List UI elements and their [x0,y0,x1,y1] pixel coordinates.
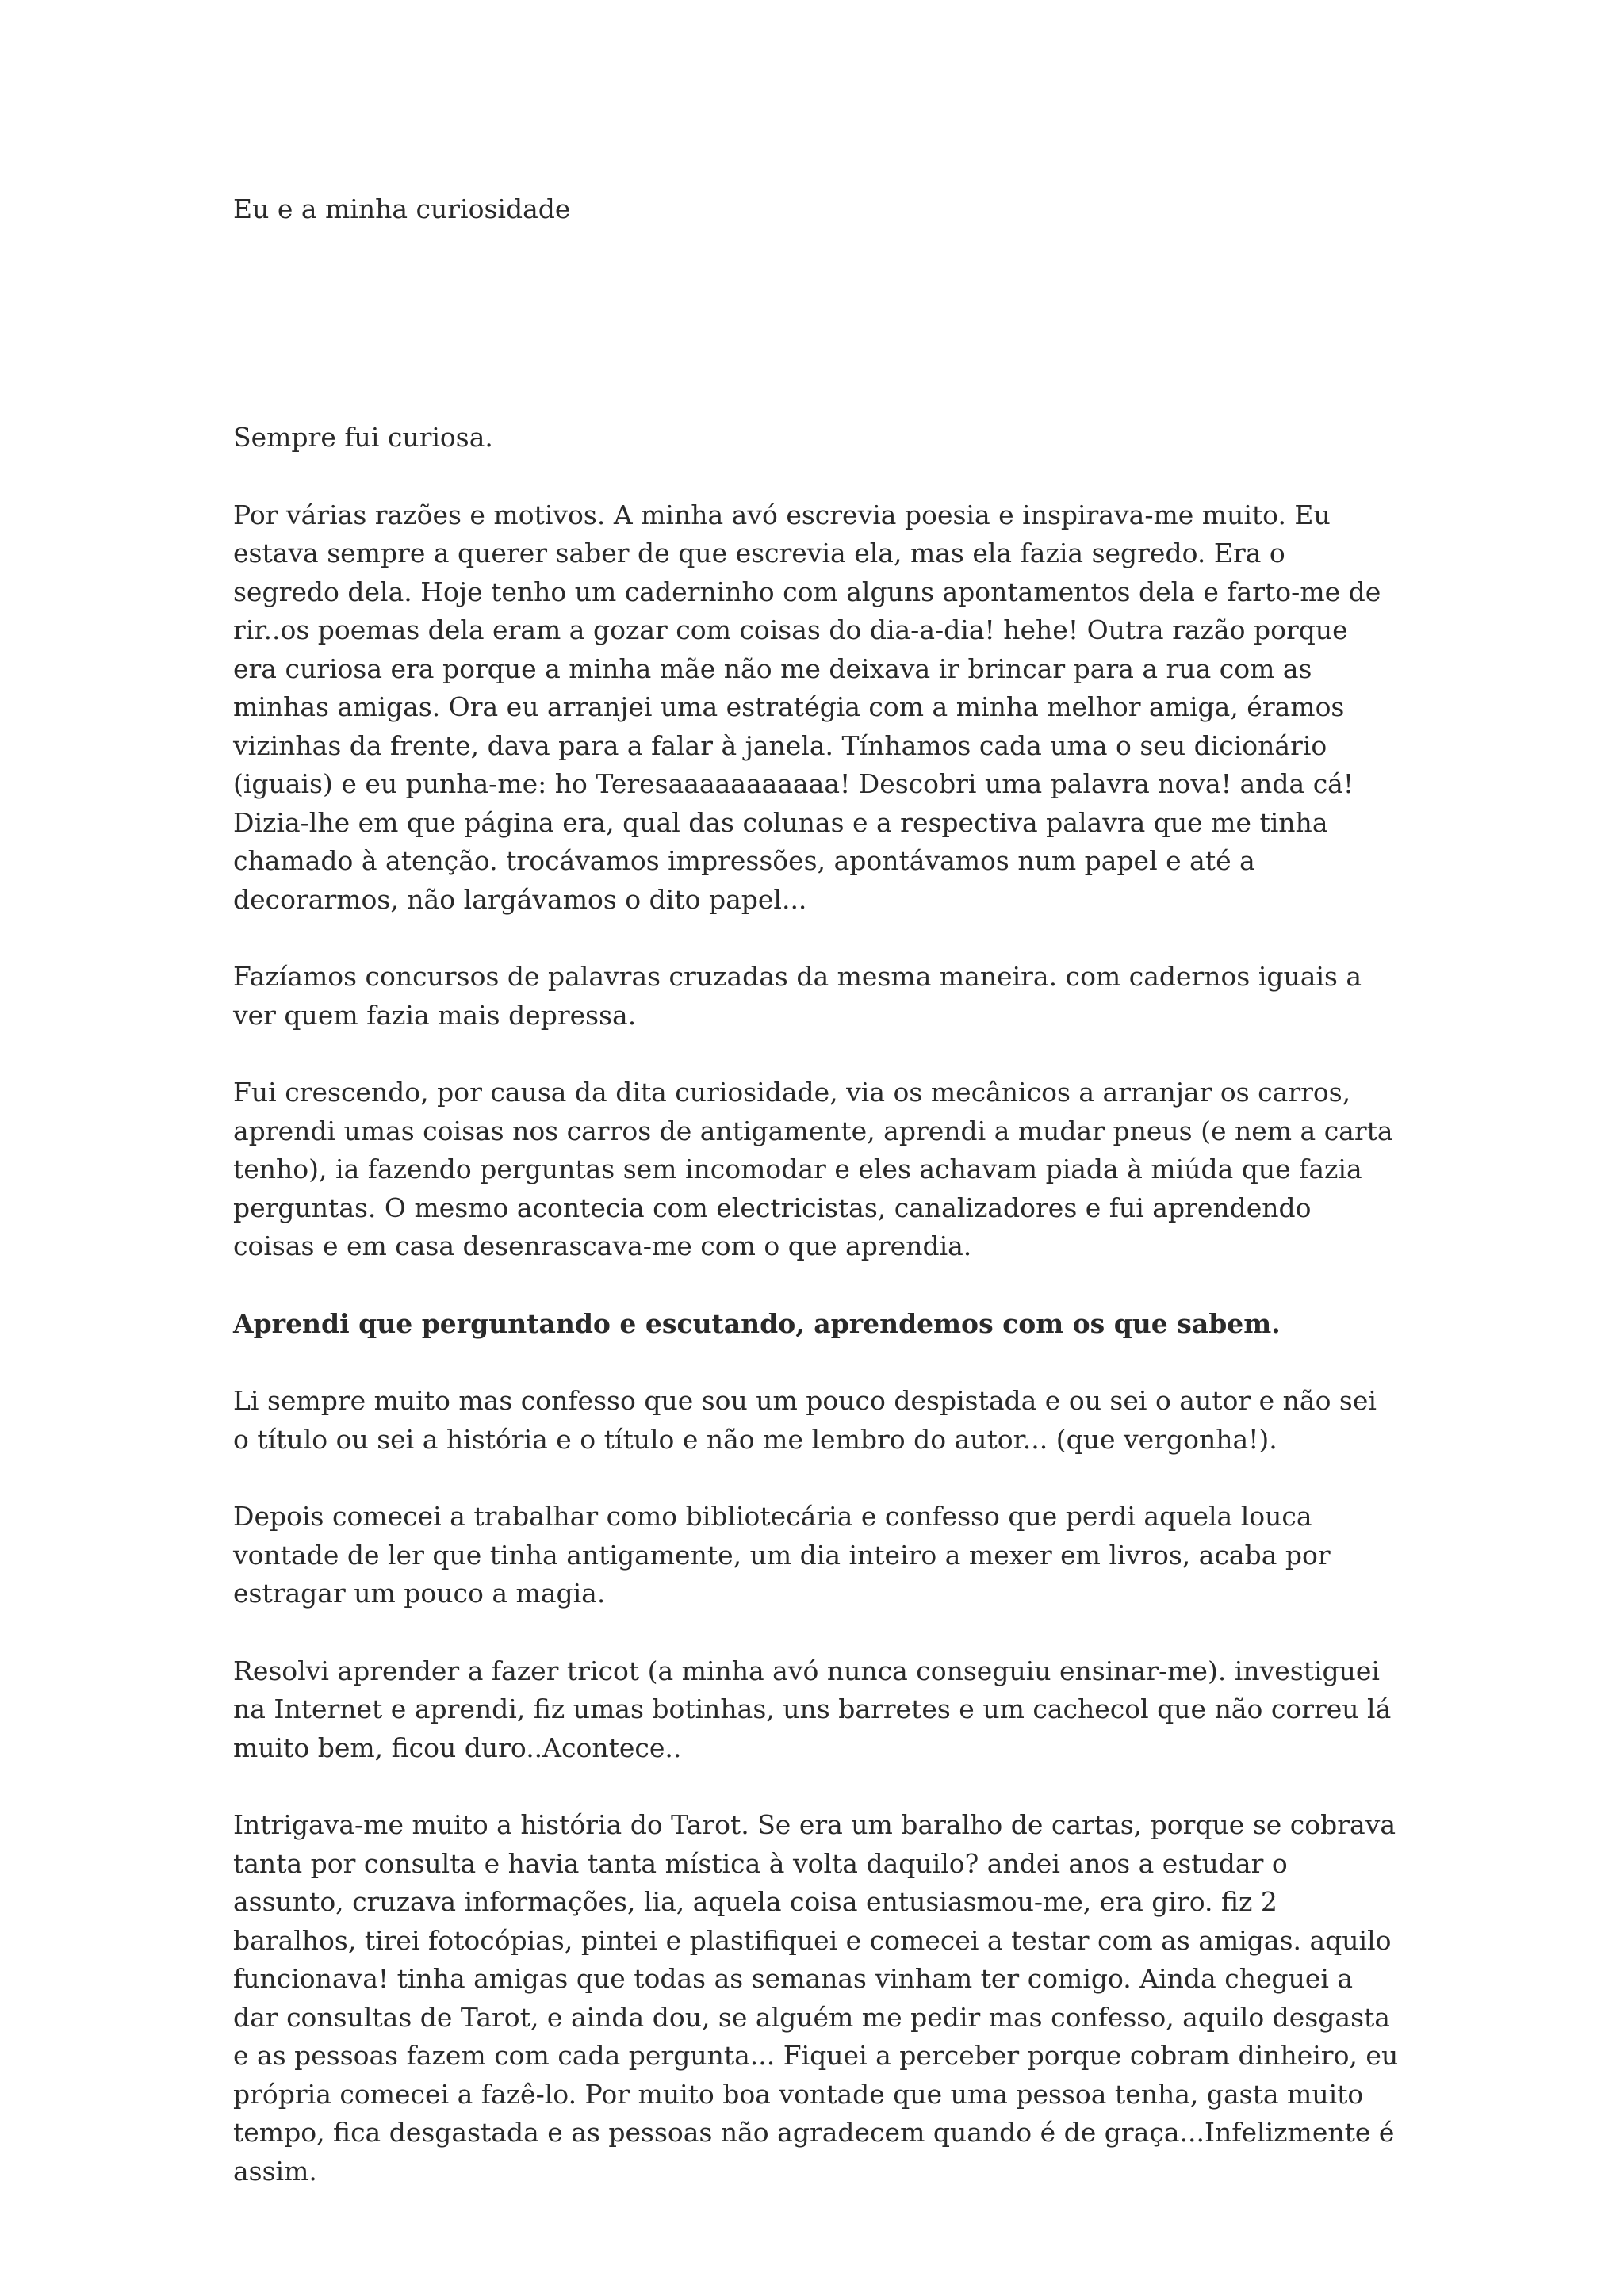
paragraph-librarian: Depois comecei a trabalhar como bibliotecária e confesso que perdi aquela louca vontade de ler que tinha antigamente, um dia inteiro a mexer em livros, acaba por estragar um pouco a magia. [233,1501,1331,1609]
document-content [233,190,1399,2229]
paragraph-reading: Li sempre muito mas confesso que sou um pouco despistada e ou sei o autor e não sei o título ou sei a história e o título e não me lembro do autor... (que vergonha!). [233,1385,1377,1455]
paragraph-knitting: Resolvi aprender a fazer tricot (a minha avó nunca conseguiu ensinar-me). investiguei na Internet e aprendi, fiz umas botinhas, uns barretes e um cachecol que não correu lá muito bem, ficou duro..Acontece.. [233,1655,1392,1763]
paragraph-crosswords: Fazíamos concursos de palavras cruzadas da mesma maneira. com cadernos iguais a ver quem fazia mais depressa. [233,961,1362,1031]
paragraph-grandmother-dictionary: Por várias razões e motivos. A minha avó escrevia poesia e inspirava-me muito. Eu estava sempre a querer saber de que escrevia ela, mas ela fazia segredo. Era o segredo dela. Hoje tenho um caderninho com alguns apontamentos dela e farto-me de rir..os poemas dela eram a gozar com coisas do dia-a-dia! hehe! Outra razão porque era curiosa era porque a minha mãe não me deixava ir brincar para a rua com as minhas amigas. Ora eu arranjei uma estratégia com a minha melhor amiga, éramos vizinhas da frente, dava para a falar à janela. Tínhamos cada uma o seu dicionário (iguais) e eu punha-me: ho Teresaaaaaaaaaaa! Descobri uma palavra nova! anda cá! Dizia-lhe em que página era, qual das colunas e a respectiva palavra que me tinha chamado à atenção. trocávamos impressões, apontávamos num papel e até a decorarmos, não largávamos o dito papel... [233,499,1381,915]
paragraph-intro: Sempre fui curiosa. [233,422,493,453]
document-title: Eu e a minha curiosidade [233,193,571,224]
paragraph-mechanics: Fui crescendo, por causa da dita curiosidade, via os mecânicos a arranjar os carros, aprendi umas coisas nos carros de antigamente, aprendi a mudar pneus (e nem a carta tenho), ia fazendo perguntas sem incomodar e eles achavam piada à miúda que fazia perguntas. O mesmo acontecia com electricistas, canalizadores e fui aprendendo coisas e em casa desenrascava-me com o que aprendia. [233,1077,1393,1261]
paragraph-tarot: Intrigava-me muito a história do Tarot. Se era um baralho de cartas, porque se cobrava tanta por consulta e havia tanta mística à volta daquilo? andei anos a estudar o assunto, cruzava informações, lia, aquela coisa entusiasmou-me, era giro. fiz 2 baralhos, tirei fotocópias, pintei e plastifiquei e comecei a testar com as amigas. aquilo funcionava! tinha amigas que todas as semanas vinham ter comigo. Ainda cheguei a dar consultas de Tarot, e ainda dou, se alguém me pedir mas confesso, aquilo desgasta e as pessoas fazem com cada pergunta... Fiquei a perceber porque cobram dinheiro, eu própria comecei a fazê-lo. Por muito boa vontade que uma pessoa tenha, gasta muito tempo, fica desgastada e as pessoas não agradecem quando é de graça...Infelizmente é assim. [233,1809,1399,2187]
document-body [233,419,1399,2191]
paragraph-key-lesson: Aprendi que perguntando e escutando, aprendemos com os que sabem. [233,1307,1281,1339]
